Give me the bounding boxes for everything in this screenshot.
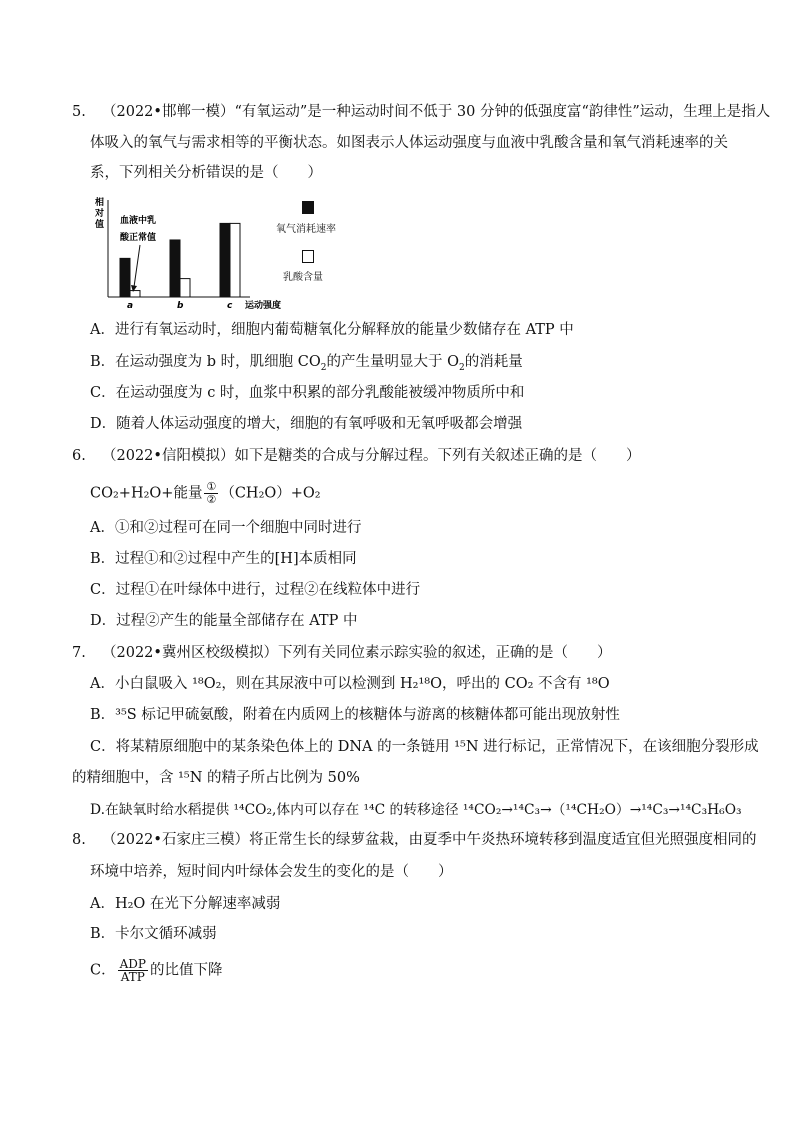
q5-stem-line1: （2022•邯郸一模）“有氧运动”是一种运动时间不低于 30 分钟的低强度富“韵律性”运动，生理上是指人	[102, 104, 771, 120]
q6-option-c: C．过程①在叶绿体中进行，过程②在线粒体中进行	[90, 582, 421, 598]
q7-option-d: D.在缺氧时给水稻提供 ¹⁴CO₂,体内可以存在 ¹⁴C 的转移途径 ¹⁴CO₂→¹⁴C₃→（¹⁴CH₂O）→¹⁴C₃→¹⁴C₃H₆O₃	[90, 802, 742, 818]
q8-option-a: A．H₂O 在光下分解速率减弱	[90, 896, 281, 912]
legend-label-oxygen: 氧气消耗速率	[276, 224, 336, 235]
x-tick-label-b: b	[177, 301, 184, 311]
q8-stem-line1: （2022•石家庄三模）将正常生长的绿萝盆栽，由夏季中午炎热环境转移到温度适宜但光照强度相同的	[102, 832, 757, 848]
q5-stem-line2: 体吸入的氧气与需求相等的平衡状态。如图表示人体运动强度与血液中乳酸含量和氧气消耗速率的关	[90, 135, 728, 151]
q5-option-c: C．在运动强度为 c 时，血浆中积累的部分乳酸能被缓冲物质所中和	[90, 385, 525, 401]
q5-option-b: B．在运动强度为 b 时，肌细胞 $CO_2$的产生量明显大于 $O_2$的消耗量	[90, 354, 523, 373]
bar-b-series-1	[170, 240, 180, 297]
q7-option-b: B．³⁵S 标记甲硫氨酸，附着在内质网上的核糖体与游离的核糖体都可能出现放射性	[90, 707, 620, 723]
q8-option-c: C． $\frac{\text{ADP}}{\text{ATP}}$ 的比值下降	[90, 957, 223, 984]
bar-a-series-2	[130, 291, 140, 297]
q8-stem-line2: 环境中培养，短时间内叶绿体会发生的变化的是（ ）	[90, 864, 453, 880]
q6-equation: CO₂+H₂O+能量 $\frac{\text{①}}{\text{②}}$ （CH₂O）+O₂	[90, 480, 321, 506]
x-axis-label: 运动强度	[245, 301, 282, 311]
bar-b-series-2	[180, 279, 190, 297]
y-axis-label-char-1: 相	[95, 198, 105, 208]
legend-label-lactate: 乳酸含量	[283, 272, 323, 283]
q7-option-a: A．小白鼠吸入 ¹⁸O₂，则在其尿液中可以检测到 H₂¹⁸O，呼出的 CO₂ 不含有 ¹⁸O	[90, 676, 610, 692]
x-tick-label-c: c	[227, 301, 233, 311]
exercise-bar-chart	[90, 195, 330, 315]
q6-number: 6.	[72, 448, 86, 464]
x-tick-label-a: a	[127, 301, 134, 311]
q5-option-a: A．进行有氧运动时，细胞内葡萄糖氧化分解释放的能量少数储存在 ATP 中	[90, 322, 574, 338]
bar-c-series-1	[220, 223, 230, 297]
q8-option-b: B．卡尔文循环减弱	[90, 926, 217, 942]
q6-option-b: B．过程①和②过程中产生的[H]本质相同	[90, 551, 357, 567]
q5-number: 5.	[72, 104, 86, 120]
q7-number: 7.	[72, 645, 86, 661]
q5-option-d: D．随着人体运动强度的增大，细胞的有氧呼吸和无氧呼吸都会增强	[90, 416, 523, 432]
annotation-arrow	[134, 245, 140, 287]
y-axis-label-char-3: 值	[95, 220, 105, 230]
q7-option-c-line1: C．将某精原细胞中的某条染色体上的 DNA 的一条链用 ¹⁵N 进行标记，正常情况下，在该细胞分裂形成	[90, 739, 759, 755]
q5-stem-line3: 系，下列相关分析错误的是（ ）	[90, 165, 322, 181]
bar-a-series-1	[120, 258, 130, 297]
q6-option-d: D．过程②产生的能量全部储存在 ATP 中	[90, 613, 358, 629]
q7-stem: （2022•冀州区校级模拟）下列有关同位素示踪实验的叙述，正确的是（ ）	[102, 645, 612, 661]
legend-swatch-oxygen	[302, 201, 314, 214]
bar-c-series-2	[230, 223, 240, 297]
q7-option-c-line2: 的精细胞中，含 ¹⁵N 的精子所占比例为 50%	[72, 770, 360, 786]
legend-swatch-lactate	[302, 250, 314, 263]
q6-option-a: A．①和②过程可在同一个细胞中同时进行	[90, 520, 362, 536]
q6-stem: （2022•信阳模拟）如下是糖类的合成与分解过程。下列有关叙述正确的是（ ）	[102, 448, 641, 464]
y-axis-label-char-2: 对	[95, 209, 105, 219]
q8-number: 8.	[72, 832, 86, 848]
annotation-line2: 酸正常值	[120, 233, 157, 243]
annotation-line1: 血液中乳	[120, 216, 157, 226]
